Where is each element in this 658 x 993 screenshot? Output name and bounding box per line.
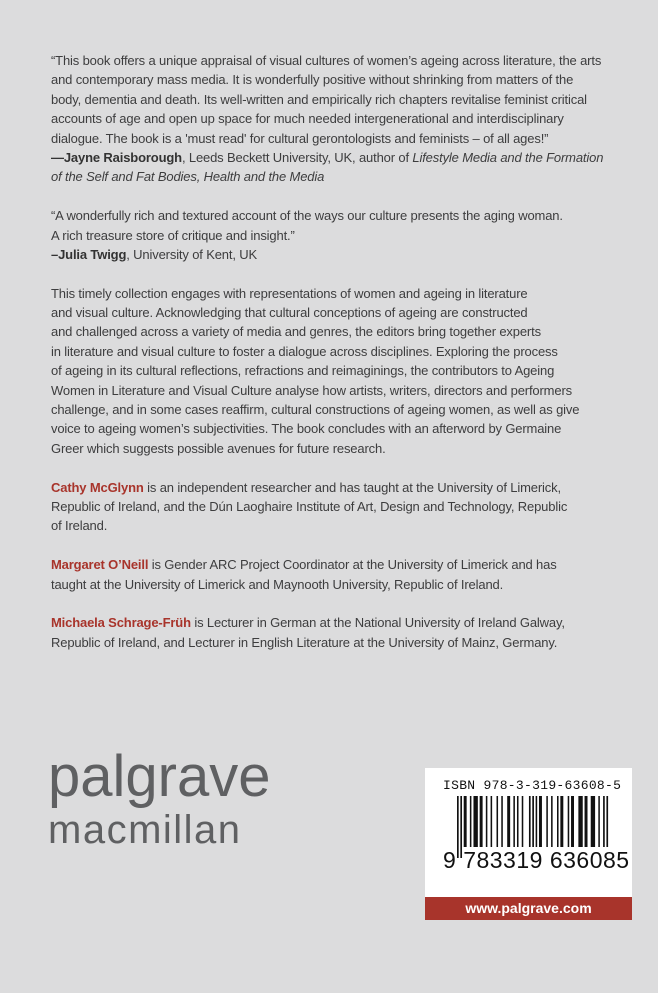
blurb-line: Women in Literature and Visual Culture analyse how artists, writers, directors and performers [51, 382, 572, 398]
review-line: A rich treasure store of critique and insight.” [51, 227, 295, 243]
barcode-bar [470, 796, 472, 848]
reviewer-name: —Jayne Raisborough [51, 149, 182, 165]
blurb [51, 284, 641, 459]
barcode-bar [585, 796, 588, 848]
review-jayne-raisborough [51, 51, 641, 187]
barcode-digits [443, 847, 630, 874]
spacer [51, 264, 641, 283]
bio-line [51, 478, 641, 497]
blurb-line: of ageing in its cultural reflections, refractions and reimaginings, the contributors to Ageing [51, 363, 555, 379]
editor-bio-michaela-schrage-frueh [51, 613, 641, 652]
barcode-bar [473, 796, 477, 848]
back-cover-text [51, 51, 641, 652]
barcode-bar [539, 796, 542, 848]
bio-text: is an independent researcher and has taught at the University of Limerick, [143, 479, 561, 495]
bio-text: is Gender ARC Project Coordinator at the University of Limerick and has [148, 557, 557, 573]
barcode-bar [464, 796, 467, 848]
publisher-url: www.palgrave.com [425, 897, 632, 920]
spacer [51, 536, 641, 555]
isbn-barcode-box [425, 768, 632, 920]
barcode-bar [513, 796, 515, 848]
blurb-line: voice to ageing women’s subjectivities. The book concludes with an afterword by Germaine [51, 421, 562, 437]
barcode-bar [591, 796, 595, 848]
barcode-first-digit: 9 [443, 847, 457, 873]
review-line: “A wonderfully rich and textured account of the ways our culture presents the aging woman. [51, 208, 563, 224]
barcode-bar [551, 796, 553, 848]
review-line: accounts of age and open up space for much needed intergenerational and interdisciplinary [51, 111, 564, 127]
bio-line [51, 555, 641, 574]
reviewer-book-title: of the Self and Fat Bodies, Health and the Media [51, 169, 325, 185]
barcode-bar [491, 796, 493, 848]
review-attribution [51, 148, 641, 167]
barcode-bar [486, 796, 488, 848]
blurb-line: in literature and visual culture to foster a dialogue across disciplines. Exploring the process [51, 343, 558, 359]
barcode-bar [557, 796, 559, 848]
bio-text: is Lecturer in German at the National University of Ireland Galway, [190, 615, 565, 631]
barcode-bar [507, 796, 510, 848]
bio-line: Republic of Ireland, and the Dún Laoghaire Institute of Art, Design and Technology, Republic [51, 498, 568, 514]
barcode-bar [546, 796, 548, 848]
barcode-bar [571, 796, 574, 848]
review-line: “This book offers a unique appraisal of visual cultures of women’s ageing across literature, the arts [51, 53, 602, 68]
blurb-line: and challenged across a variety of media and genres, the editors bring together experts [51, 324, 541, 340]
reviewer-affiliation: , University of Kent, UK [126, 246, 258, 262]
reviewer-book-title: Lifestyle Media and the Formation [412, 149, 604, 165]
spacer [51, 187, 641, 206]
bio-line: Republic of Ireland, and Lecturer in English Literature at the University of Mainz, Germany. [51, 634, 558, 650]
blurb-line: This timely collection engages with representations of women and ageing in literature [51, 285, 528, 301]
editor-name: Michaela Schrage-Früh [51, 615, 191, 631]
review-line: body, dementia and death. Its well-written and empirically rich chapters revitalise feminist critical [51, 91, 587, 107]
spacer [51, 458, 641, 477]
barcode-digits-rest: 783319 636085 [463, 847, 630, 873]
barcode-bar [517, 796, 519, 848]
editor-name: Margaret O’Neill [51, 557, 149, 573]
reviewer-affiliation: , Leeds Beckett University, UK, author of [181, 149, 413, 165]
blurb-line: Greer which suggests possible avenues for future research. [51, 440, 386, 456]
blurb-line: and visual culture. Acknowledging that cultural conceptions of ageing are constructed [51, 305, 528, 321]
barcode-bar [598, 796, 600, 848]
bio-line: of Ireland. [51, 518, 108, 534]
bio-line: taught at the University of Limerick and Maynooth University, Republic of Ireland. [51, 576, 504, 592]
barcode-bar [522, 796, 524, 848]
barcode-bar [578, 796, 582, 848]
barcode-bar [568, 796, 570, 848]
barcode-bar [560, 796, 563, 848]
logo-palgrave: palgrave [48, 744, 271, 809]
review-attribution [51, 245, 641, 264]
editor-bio-cathy-mcglynn [51, 478, 641, 536]
editor-bio-margaret-oneill [51, 555, 641, 594]
spacer [51, 594, 641, 613]
barcode-bar [536, 796, 538, 848]
logo-macmillan: macmillan [48, 808, 242, 852]
editor-name: Cathy McGlynn [51, 479, 144, 495]
review-line: and contemporary mass media. It is wonderfully positive without shrinking from matters of the [51, 72, 574, 88]
reviewer-name: –Julia Twigg [51, 246, 127, 262]
blurb-line: challenge, and in some cases reaffirm, cultural constructions of ageing women, as well as give [51, 402, 580, 418]
review-line: dialogue. The book is a 'must read' for cultural gerontologists and feminists – of all ages!” [51, 130, 549, 146]
bio-line [51, 613, 641, 632]
barcode-bar [501, 796, 503, 848]
barcode-bar [480, 796, 483, 848]
review-attribution-cont [51, 167, 641, 186]
isbn-label: ISBN 978-3-319-63608-5 [443, 778, 622, 793]
review-julia-twigg [51, 206, 641, 264]
barcode-bar [497, 796, 499, 848]
palgrave-macmillan-logo [48, 744, 271, 852]
